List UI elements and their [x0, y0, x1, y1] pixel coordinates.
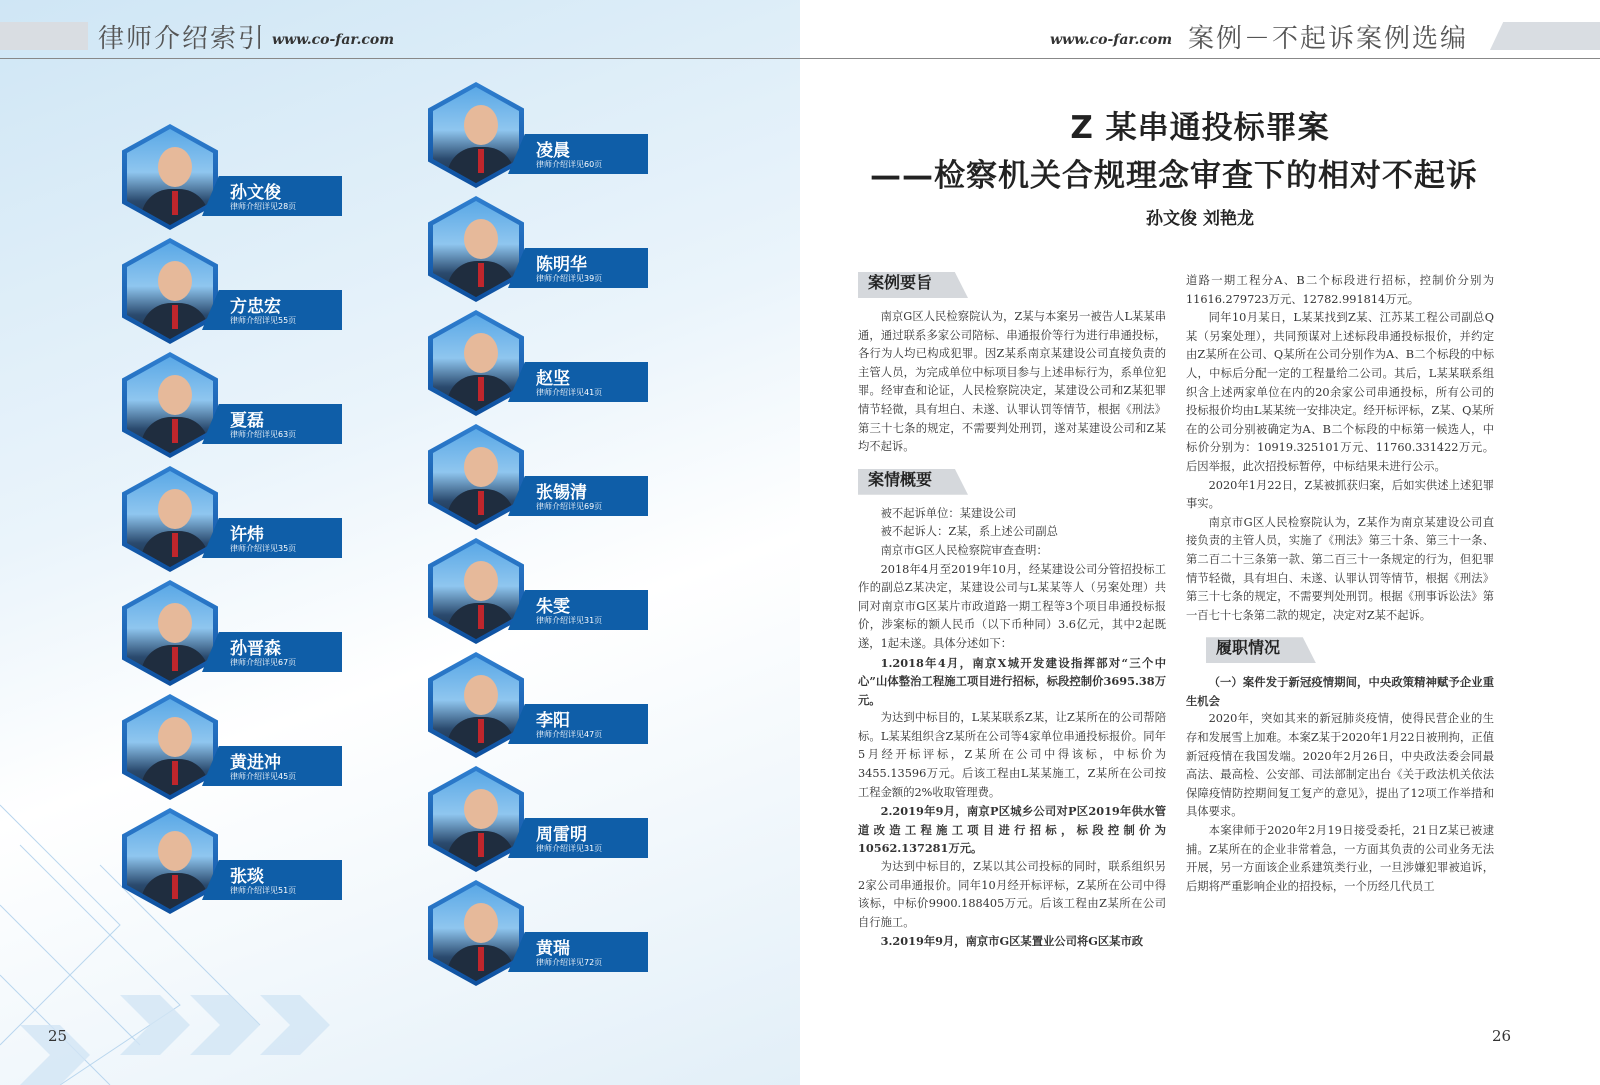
lawyer-photo — [433, 543, 519, 639]
lawyer-page-ref: 律师介绍详见35页 — [230, 544, 297, 553]
lawyer-page-ref: 律师介绍详见72页 — [536, 958, 603, 967]
lawyer-photo — [127, 699, 213, 795]
lawyer-name: 周雷明 — [536, 825, 587, 845]
paragraph: 为达到中标目的，Z某以其公司投标的同时，联系组织另2家公司串通报价。同年10月经开标评标，Z某所在公司中得该标，中标价9900.188405万元。后该工程由Z某所在公司自行施工。 — [858, 860, 1166, 929]
lawyer-photo — [127, 243, 213, 339]
lawyer-card — [122, 694, 342, 804]
lawyer-name: 孙文俊 — [230, 183, 281, 203]
lawyer-photo — [127, 129, 213, 225]
article-subtitle: ——检察机关合规理念审查下的相对不起诉 — [870, 158, 1478, 194]
lawyer-name: 张琰 — [230, 867, 264, 887]
lawyer-name: 李阳 — [536, 711, 570, 731]
paragraph: 2.2019年9月，南京P区城乡公司对P区2019年供水管道改造工程施工项目进行招标，标段控制价为10562.137281万元。 — [858, 804, 1166, 856]
lawyer-card — [428, 880, 648, 990]
paragraph: 同年10月某日，L某某找到Z某、江苏某工程公司副总Q某（另案处理），共同预谋对上述标段串通投标报价，并约定由Z某所在公司、Q某所在公司分别作为A、B二个标段的中标人，中标后分配一定的工程量给二公司。其后，L某某联系组织含上述两家单位在内的20余家公司串通投标，所有公司的投标报价均由L某某统一安排决定。经开标评标，Z某、Q某所在的公司分别被确定为A、B二个标段的中标第一候选人，中标价分别为：10919.325101万元、11760.331422万元。后因举报，此次招投标暂停，中标结果未进行公示。 — [1186, 311, 1494, 473]
section-heading: 案例要旨 — [858, 272, 1166, 300]
lawyer-name: 凌晨 — [536, 141, 570, 161]
left-header-title: 律师介绍索引 — [98, 24, 267, 54]
lawyer-photo — [433, 885, 519, 981]
lawyer-card — [122, 352, 342, 462]
lawyer-name: 黄瑞 — [536, 939, 570, 959]
paragraph: 南京G区人民检察院认为，Z某与本案另一被告人L某某串通，通过联系多家公司陪标、串通报价等行为进行串通投标，各行为人均已构成犯罪。因Z某系南京某建设公司直接负责的主管人员，为完成单位中标项目参与上述串标行为，系单位犯罪。经审查和论证，人民检察院决定，某建设公司和Z某犯罪情节轻微，具有坦白、未遂、认罪认罚等情节，根据《刑法》第三十七条的规定，不需要判处刑罚，遂对某建设公司和Z某均不起诉。 — [858, 310, 1166, 454]
lawyer-card — [428, 196, 648, 306]
lawyer-card — [428, 82, 648, 192]
lawyer-photo — [127, 471, 213, 567]
header-bar-right — [1490, 22, 1600, 50]
lawyer-name: 赵坚 — [536, 369, 570, 389]
paragraph: 南京市G区人民检察院认为，Z某作为南京某建设公司直接负责的主管人员，实施了《刑法》第三十条、第三十一条、第二百二十三条第一款、第二百三十一条规定的行为，但犯罪情节轻微，具有坦白、未遂、认罪认罚等情节，根据《刑法》第三十七条的规定，不需要判处刑罚。根据《刑事诉讼法》第一百七十七条第二款的规定，决定对Z某不起诉。 — [1186, 515, 1494, 622]
lawyer-name: 方忠宏 — [230, 297, 281, 317]
paragraph: 1.2018年4月，南京X城开发建设指挥部对“三个中心”山体整治工程施工项目进行招标，标段控制价3695.38万元。 — [858, 655, 1166, 707]
paragraph: 2020年，突如其来的新冠肺炎疫情，使得民营企业的生存和发展雪上加难。本案Z某于2020年1月22日被刑拘，正值新冠疫情在我国发端。2020年2月26日，中央政法委会同最高法、最高检、公安部、司法部制定出台《关于政法机关依法保障疫情防控期间复工复产的意见》，提出了12项工作举措和具体要求。 — [1186, 712, 1494, 819]
lawyer-page-ref: 律师介绍详见51页 — [230, 886, 297, 895]
lawyer-photo — [127, 813, 213, 909]
lawyer-photo — [127, 585, 213, 681]
paragraph: 2018年4月至2019年10月，经某建设公司分管招投标工作的副总Z某决定，某建设公司与L某某等人（另案处理）共同对南京市G区某片市政道路一期工程等3个项目串通投标报价，涉案标的额人民币（以下币种同）3.6亿元，其中2起既遂，1起未遂。具体分述如下： — [858, 562, 1166, 650]
lawyer-name: 孙晋森 — [230, 639, 281, 659]
lawyer-card — [122, 808, 342, 918]
lawyer-photo — [127, 357, 213, 453]
lawyer-page-ref: 律师介绍详见67页 — [230, 658, 297, 667]
right-page — [800, 0, 1600, 1085]
article-authors: 孙文俊 刘艳龙 — [1146, 209, 1254, 229]
lawyer-card — [428, 766, 648, 876]
lawyer-photo — [433, 315, 519, 411]
article-title: Z 某串通投标罪案 — [1070, 110, 1330, 146]
left-header-rule — [0, 58, 800, 59]
left-header-url: www.co-far.com — [272, 32, 395, 48]
lawyer-photo — [433, 87, 519, 183]
section-heading: 履职情况 — [1206, 637, 1494, 665]
lawyer-page-ref: 律师介绍详见69页 — [536, 502, 603, 511]
lawyer-page-ref: 律师介绍详见60页 — [536, 160, 603, 169]
lawyer-card — [428, 310, 648, 420]
paragraph: 3.2019年9月，南京市G区某置业公司将G区某市政 — [880, 934, 1144, 949]
lawyer-name: 许炜 — [230, 525, 264, 545]
lawyer-photo — [433, 201, 519, 297]
lawyer-page-ref: 律师介绍详见31页 — [536, 616, 603, 625]
lawyer-card — [122, 238, 342, 348]
lawyer-card — [122, 580, 342, 690]
lawyer-name: 陈明华 — [536, 255, 587, 275]
section-heading: 案情概要 — [858, 469, 1166, 497]
paragraph: 南京市G区人民检察院审查查明： — [880, 543, 1048, 557]
paragraph: 为达到中标目的，L某某联系Z某，让Z某所在的公司帮陪标。L某某组织含Z某所在公司等4家单位串通投标报价。同年5月经开标评标，Z某所在公司中得该标，中标价为3455.13596万元。后该工程由L某某施工，Z某所在公司按工程金额的2%收取管理费。 — [858, 711, 1166, 799]
lawyer-photo — [433, 429, 519, 525]
lawyer-page-ref: 律师介绍详见31页 — [536, 844, 603, 853]
lawyer-card — [428, 538, 648, 648]
lawyer-name: 黄进冲 — [230, 753, 281, 773]
paragraph: 本案律师于2020年2月19日接受委托，21日Z某已被逮捕。Z某所在的企业非常着急，一方面其负责的公司业务无法开展，另一方面该企业系建筑类行业，一旦涉嫌犯罪被追诉，后期将严重影响企业的招投标，一个历经几代员工 — [1186, 824, 1494, 893]
paragraph: （一）案件发于新冠疫情期间，中央政策精神赋予企业重生机会 — [1186, 675, 1494, 708]
lawyer-page-ref: 律师介绍详见39页 — [536, 274, 603, 283]
lawyer-page-ref: 律师介绍详见45页 — [230, 772, 297, 781]
paragraph: 被不起诉人：Z某，系上述公司副总 — [880, 525, 1058, 539]
paragraph: 2020年1月22日，Z某被抓获归案，后如实供述上述犯罪事实。 — [1186, 478, 1494, 511]
right-header-title: 案例－不起诉案例选编 — [1188, 24, 1469, 54]
lawyer-page-ref: 律师介绍详见28页 — [230, 202, 297, 211]
lawyer-card — [122, 466, 342, 576]
lawyer-name: 夏磊 — [230, 411, 264, 431]
right-page-number: 26 — [1492, 1027, 1512, 1045]
lawyer-page-ref: 律师介绍详见55页 — [230, 316, 297, 325]
article-column-2 — [1186, 272, 1494, 896]
right-header-rule — [800, 58, 1600, 59]
lawyer-name: 朱雯 — [536, 597, 570, 617]
lawyer-card — [428, 652, 648, 762]
right-header-url: www.co-far.com — [1050, 32, 1173, 48]
lawyer-page-ref: 律师介绍详见41页 — [536, 388, 603, 397]
lawyer-photo — [433, 657, 519, 753]
lawyer-card — [122, 124, 342, 234]
paragraph: 道路一期工程分A、B二个标段进行招标，控制价分别为11616.279723万元、12782.991814万元。 — [1186, 274, 1494, 306]
article-column-1 — [858, 272, 1166, 951]
lawyer-page-ref: 律师介绍详见47页 — [536, 730, 603, 739]
lawyer-photo — [433, 771, 519, 867]
lawyer-card — [428, 424, 648, 534]
lawyer-name: 张锡清 — [536, 483, 587, 503]
left-page-number: 25 — [48, 1027, 68, 1045]
header-bar-left — [0, 22, 88, 50]
lawyer-page-ref: 律师介绍详见63页 — [230, 430, 297, 439]
paragraph: 被不起诉单位：某建设公司 — [880, 506, 1017, 520]
